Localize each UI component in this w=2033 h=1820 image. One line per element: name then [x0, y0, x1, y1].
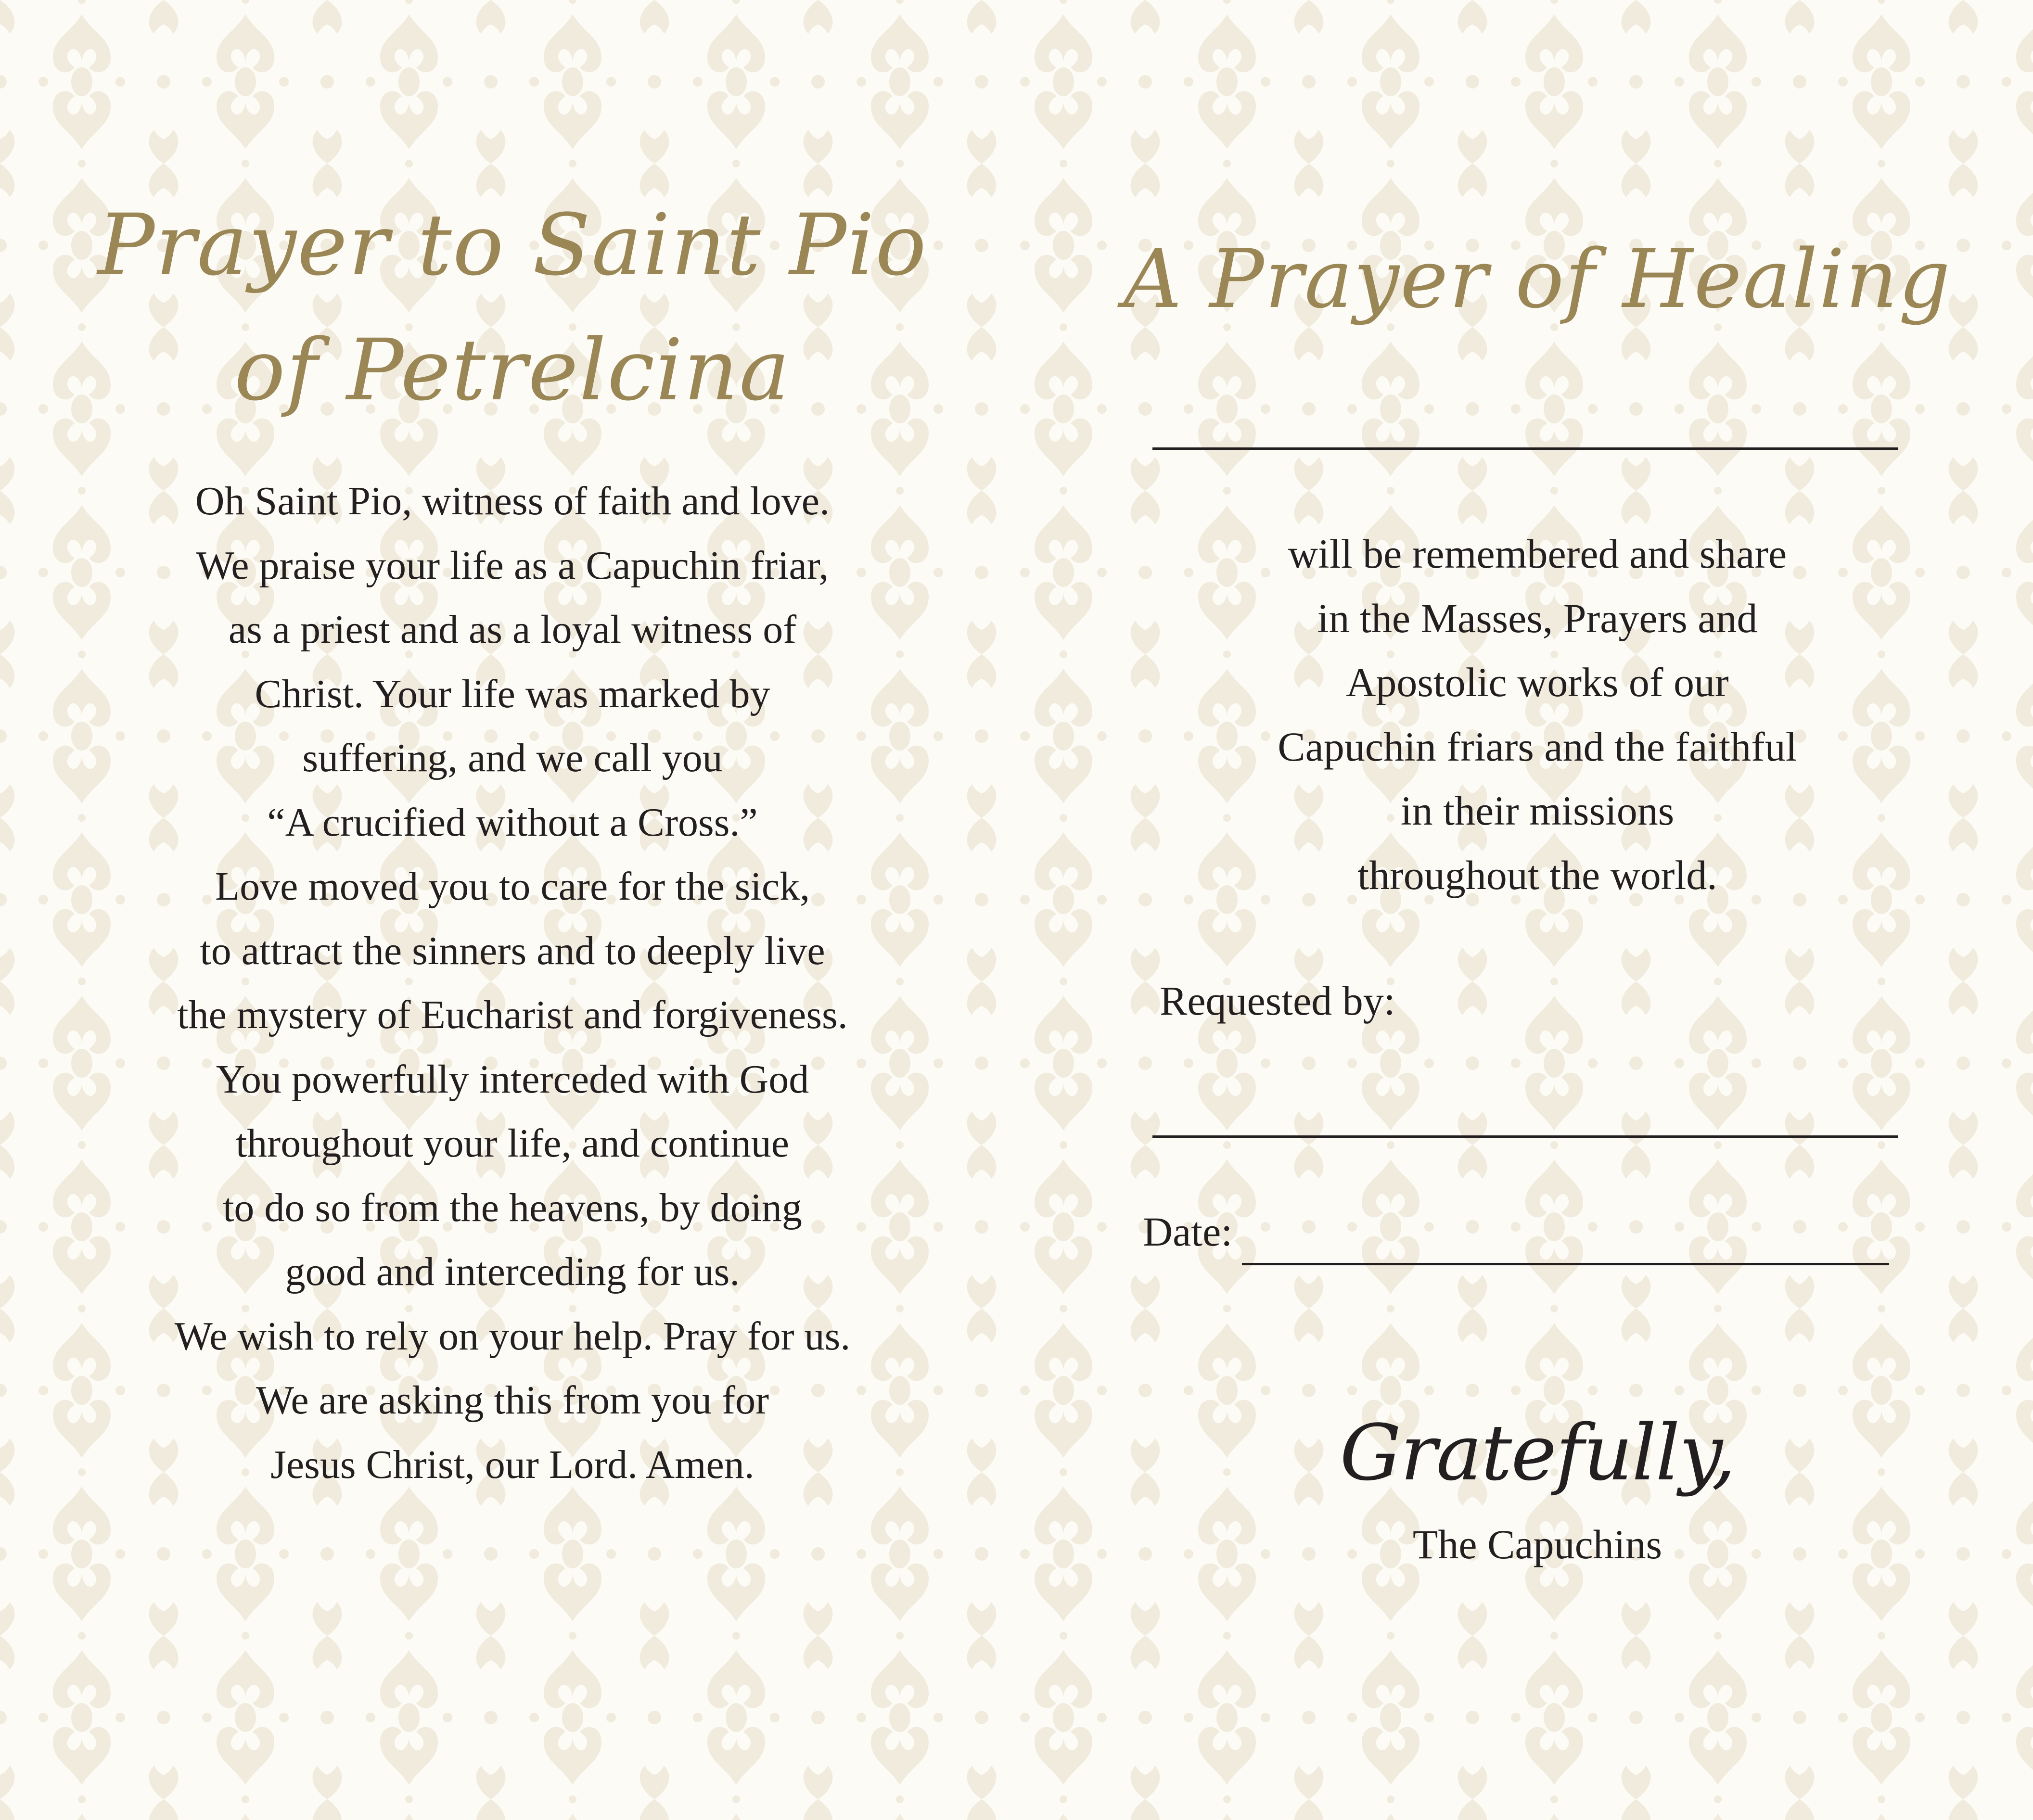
prayer-line: Oh Saint Pio, witness of faith and love.	[195, 479, 830, 523]
prayer-title-line-2: of Petrelcina	[234, 321, 791, 420]
prayer-line: We wish to rely on your help. Pray for us.	[174, 1313, 851, 1359]
prayer-text	[77, 469, 948, 1497]
left-panel-prayer-to-saint-pio	[77, 0, 948, 1820]
requested-by-fill-in-line[interactable]	[1152, 1135, 1898, 1138]
prayer-line: suffering, and we call you	[302, 736, 723, 780]
prayer-line: “A crucified without a Cross.”	[267, 800, 758, 845]
prayer-line: throughout your life, and continue	[235, 1121, 790, 1166]
remembrance-line: will be remembered and share	[1288, 531, 1787, 577]
prayer-line: to attract the sinners and to deeply live	[200, 928, 825, 973]
prayer-line: You powerfully interceded with God	[216, 1056, 809, 1102]
healing-title: A Prayer of Healing	[1123, 232, 1952, 326]
prayer-title-line-1: Prayer to Saint Pio	[97, 196, 928, 294]
prayer-title	[77, 183, 948, 433]
remembrance-line: in the Masses, Prayers and	[1317, 595, 1758, 641]
date-fill-in-line[interactable]	[1242, 1212, 1889, 1265]
remembrance-text	[1097, 522, 1978, 907]
prayer-line: We are asking this from you for	[256, 1378, 769, 1423]
signer-name: The Capuchins	[1412, 1521, 1662, 1567]
prayer-line: Christ. Your life was marked by	[255, 671, 770, 716]
prayer-line: to do so from the heavens, by doing	[223, 1185, 802, 1230]
date-label: Date:	[1143, 1209, 1233, 1255]
prayer-line: Love moved you to care for the sick,	[215, 864, 810, 909]
prayer-line: good and interceding for us.	[285, 1249, 740, 1294]
date-row	[1143, 1198, 1908, 1265]
remembrance-line: in their missions	[1400, 788, 1675, 834]
prayer-line: We praise your life as a Capuchin friar,	[196, 543, 829, 588]
right-panel-prayer-of-healing	[1097, 0, 1978, 1820]
remembrance-line: Apostolic works of our	[1346, 659, 1729, 705]
remembrance-line: Capuchin friars and the faithful	[1278, 723, 1797, 770]
remembrance-line: throughout the world.	[1357, 852, 1717, 898]
closing-salutation: Gratefully,	[1340, 1408, 1735, 1498]
prayer-line: the mystery of Eucharist and forgiveness.	[177, 993, 848, 1037]
requested-by-label: Requested by:	[1160, 978, 1395, 1024]
prayer-line: as a priest and as a loyal witness of	[228, 607, 797, 652]
name-fill-in-line[interactable]	[1152, 447, 1898, 450]
prayer-line: Jesus Christ, our Lord. Amen.	[270, 1442, 754, 1487]
